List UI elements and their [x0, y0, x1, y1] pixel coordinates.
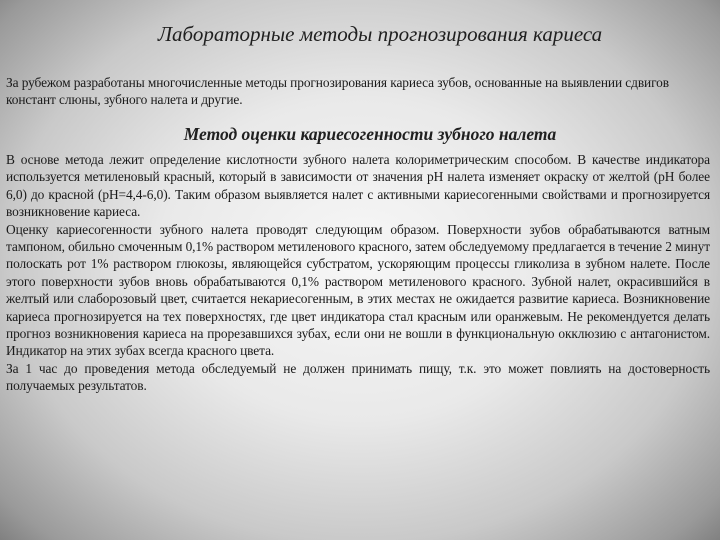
section-subtitle: Метод оценки кариесогенности зубного налета: [183, 124, 557, 144]
intro-paragraph: За рубежом разработаны многочисленные методы прогнозирования кариеса зубов, основанные на выявлении сдвигов констант слюны, зубного налета и другие.: [6, 75, 669, 107]
slide-title: Лабораторные методы прогнозирования кариеса: [157, 22, 603, 46]
body-paragraph-precondition: За 1 час до проведения метода обследуемый не должен принимать пищу, т.к. это может повлиять на достоверность получаемых результатов.: [6, 360, 710, 394]
body-paragraph-procedure: Оценку кариесогенности зубного налета проводят следующим образом. Поверхности зубов обрабатываются ватным тампоном, обильно смоченным 0,1% раствором метиленового красного, затем обследуемому предлагается в течение 2 минут полоскать рот 1% раствором глюкозы, являющейся субстратом, ускоряющим процессы гликолиза в зубном налете. После этого поверхности зубов вновь обрабатываются 0,1% раствором метиленового красного. Зубной налет, окрасившийся в желтый или слаборозовый цвет, считается некариесогенным, в этих местах не ожидается развитие кариеса. Возникновение кариеса прогнозируется на тех поверхностях, где цвет индикатора стал красным или оранжевым. Не рекомендуется делать прогноз возникновения кариеса на прорезавшихся зубах, если они не вошли в функциональную окклюзию с антагонистом. Индикатор на этих зубах всегда красного цвета.: [6, 221, 710, 359]
body-text: [6, 151, 710, 395]
body-paragraph-method-basis: В основе метода лежит определение кислотности зубного налета колориметрическим способом. В качестве индикатора используется метиленовый красный, который в зависимости от значения рН налета изменяет окраску от желтой (рН более 6,0) до красной (рН=4,4-6,0). Таким образом выявляется налет с активными кариесогенными свойствами и прогнозируется возникновение кариеса.: [6, 152, 710, 220]
